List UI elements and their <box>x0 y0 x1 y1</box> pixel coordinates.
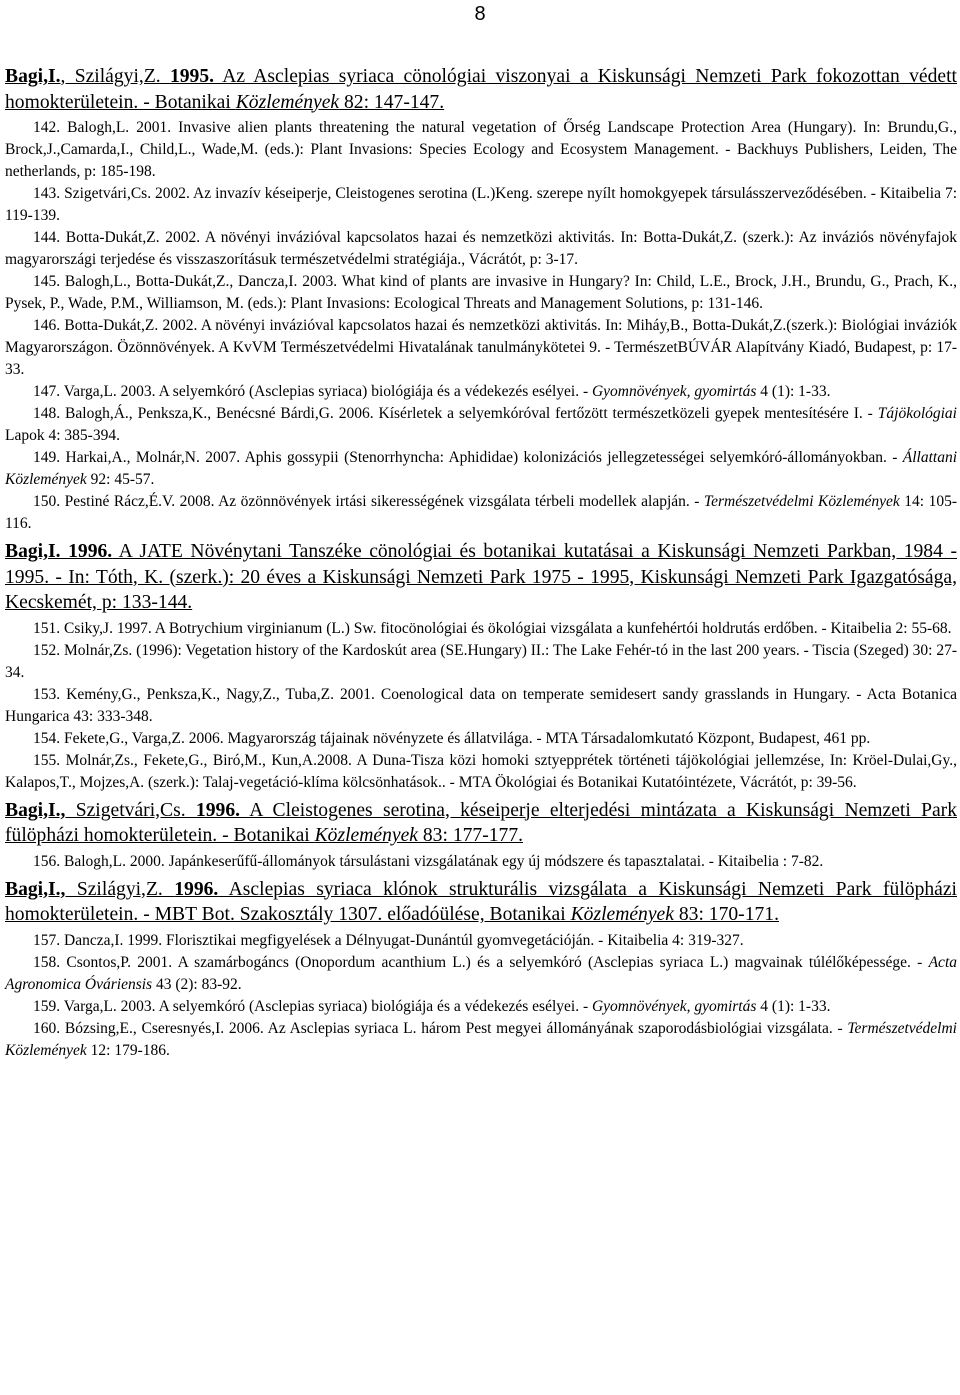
citing-reference <box>5 1018 957 1062</box>
reference-list <box>5 64 957 1062</box>
citing-reference <box>5 227 957 271</box>
reference-text: 1995. <box>169 66 215 87</box>
main-reference <box>5 798 957 849</box>
reference-text: 83: 177-177. <box>417 825 524 846</box>
reference-text: 154. Fekete,G., Varga,Z. 2006. Magyarország tájainak növényzete és állatvilága. - MTA Társadalomkutató Központ, Budapest, 461 pp. <box>33 729 871 747</box>
reference-text: Természetvédelmi Közlemények <box>703 493 900 510</box>
reference-text: 153. Kemény,G., Penksza,K., Nagy,Z., Tuba,Z. 2001. Coenological data on temperate semidesert sandy grasslands in Hungary. - Acta Botanica Hungarica 43: 333-348. <box>5 685 957 725</box>
citing-reference <box>5 403 957 447</box>
reference-text: Szigetvári,Cs. <box>65 799 196 821</box>
main-reference <box>5 877 957 928</box>
page-number: 8 <box>474 3 486 25</box>
reference-text: 160. Bózsing,E., Cseresnyés,I. 2006. Az Asclepias syriaca L. három Pest megyei állományának szaporodásbiológiai vizsgálata. - <box>33 1019 848 1037</box>
citing-reference <box>5 952 957 996</box>
reference-text: Bagi,I., <box>5 799 66 821</box>
reference-text: 151. Csiky,J. 1997. A Botrychium virginianum (L.) Sw. fitocönológiai és ökológiai vizsgálata a kunfehértói holdrutás erdőben. - Kitaibelia 2: 55-68. <box>33 619 952 637</box>
citing-reference <box>5 491 957 535</box>
citing-reference <box>5 315 957 381</box>
reference-text: Bagi,I. 1996. <box>5 541 113 562</box>
reference-text: 12: 179-186. <box>86 1041 170 1059</box>
reference-text: 83: 170-171. <box>673 904 779 925</box>
reference-text: 143. Szigetvári,Cs. 2002. Az invazív késeiperje, Cleistogenes serotina (L.)Keng. szerepe nyílt homokgyepek társulásszerveződésében. - Kitaibelia 7: 119-139. <box>5 185 957 224</box>
reference-text: 148. Balogh,Á., Penksza,K., Benécsné Bárdi,G. 2006. Kísérletek a selyemkóróval fertőzött természetközeli gyepek mentesítésére I. - <box>33 405 878 422</box>
citing-reference <box>5 640 957 684</box>
citing-reference <box>5 183 957 227</box>
reference-text: 149. Harkai,A., Molnár,N. 2007. Aphis gossypii (Stenorrhyncha: Aphididae) kolonizációs jellegzetességei selyemkóró-állományokban. - <box>33 449 903 466</box>
reference-text: 156. Balogh,L. 2000. Japánkeserűfű-állományok társulástani vizsgálatának egy új módszere és tapasztalatai. - Kitaibelia : 7-82. <box>33 852 824 870</box>
reference-text: Természetvédelmi Közlemények <box>5 1019 957 1059</box>
reference-text: Asclepias syriaca klónok strukturális vizsgálata a Kiskunsági Nemzeti Park fülöpházi homokterületein. - MBT Bot. Szakosztály 1307. előadóülése, Botanikai <box>5 878 957 925</box>
reference-text: Lapok 4: 385-394. <box>5 427 120 444</box>
reference-text: Szilágyi,Z. <box>65 878 175 900</box>
reference-text: A JATE Növénytani Tanszéke cönológiai és botanikai kutatásai a Kiskunsági Nemzeti Parkban, 1984 - 1995. - In: Tóth, K. (szerk.): 20 éves a Kiskunsági Nemzeti Park 1975 - 1995, Kiskunsági Nemzeti Park Igazgatósága, Kecskemét, p: 133-144. <box>5 541 957 613</box>
reference-text: Bagi,I. <box>5 66 61 87</box>
reference-text: 152. Molnár,Zs. (1996): Vegetation history of the Kardoskút area (SE.Hungary) II.: The Lake Fehér-tó in the last 200 years. - Tiscia (Szeged) 30: 27-34. <box>5 641 957 681</box>
main-reference <box>5 539 957 616</box>
reference-text: 1996. <box>195 799 241 821</box>
citing-reference <box>5 117 957 183</box>
citing-reference <box>5 728 957 750</box>
citing-reference <box>5 996 957 1018</box>
reference-text: 92: 45-57. <box>86 471 155 488</box>
reference-text: 159. Varga,L. 2003. A selyemkóró (Asclepias syriaca) biológiája és a védekezés esélyei. - <box>33 997 592 1015</box>
reference-text: 146. Botta-Dukát,Z. 2002. A növényi invázióval kapcsolatos hazai és nemzetközi aktivitás. In: Miháy,B., Botta-Dukát,Z.(szerk.): Biológiai inváziók Magyarországon. Özönnövények. A KvVM Természetvédelmi Hivatalának tanulmánykötetei 9. - TermészetBÚVÁR Alapítvány Kiadó, Budapest, p: 17-33. <box>5 317 957 378</box>
reference-text: Közlemények <box>235 91 340 113</box>
reference-text: 155. Molnár,Zs., Fekete,G., Biró,M., Kun,A.2008. A Duna-Tisza közi homoki sztyepprétek történeti tájökológiai jellemzése, In: Kröel-Dulai,Gy., Kalapos,T., Mojzes,A. (szerk.): Talaj-vegetáció-klíma kölcsönhatások.. - MTA Ökológiai és Botanikai Kutatóintézete, Vácrátót, p: 39-56. <box>5 751 957 791</box>
reference-text: Közlemények <box>314 825 418 846</box>
reference-text: Bagi,I., <box>5 878 66 900</box>
reference-text: Közlemények <box>570 904 674 925</box>
citing-reference <box>5 851 957 873</box>
citing-reference <box>5 447 957 491</box>
reference-text: 145. Balogh,L., Botta-Dukát,Z., Dancza,I. 2003. What kind of plants are invasive in Hungary? In: Child, L.E., Brock, J.H., Brundu, G., Prach, K., Pysek, P., Wade, P.M., Williamson, M. (eds.): Plant Invasions: Ecological Threats and Management Solutions, p: 131-146. <box>5 273 957 312</box>
reference-text: Állattani Közlemények <box>5 449 957 488</box>
citing-reference <box>5 381 957 403</box>
reference-text: A Cleistogenes serotina, késeiperje elterjedési mintázata a Kiskunsági Nemzeti Park fülöpházi homokterületein. - Botanikai <box>5 799 957 846</box>
reference-text: Tájökológiai <box>877 405 957 422</box>
reference-text: 144. Botta-Dukát,Z. 2002. A növényi invázióval kapcsolatos hazai és nemzetközi aktivitás. In: Botta-Dukát,Z. (szerk.): Az inváziós növényfajok magyarországi terjedése és visszaszorításuk természetvédelmi stratégiája., Vácrátót, p: 3-17. <box>5 229 957 268</box>
reference-text: Az Asclepias syriaca cönológiai viszonyai a Kiskunsági Nemzeti Park fokozottan védett homokterületein. - Botanikai <box>5 66 957 113</box>
reference-text: 43 (2): 83-92. <box>152 975 242 993</box>
reference-text: , Szilágyi,Z. <box>60 66 170 87</box>
reference-text: 157. Dancza,I. 1999. Florisztikai megfigyelések a Délnyugat-Dunántúl gyomvegetációján. - Kitaibelia 4: 319-327. <box>33 931 744 949</box>
reference-text: 1996. <box>174 878 219 900</box>
citing-reference <box>5 618 957 640</box>
reference-text: Acta Agronomica Óváriensis <box>5 953 957 993</box>
citing-reference <box>5 930 957 952</box>
main-reference <box>5 64 957 115</box>
reference-text: 147. Varga,L. 2003. A selyemkóró (Asclepias syriaca) biológiája és a védekezés esélyei. - <box>33 383 592 400</box>
reference-text: 4 (1): 1-33. <box>756 997 831 1015</box>
reference-text: 158. Csontos,P. 2001. A szamárbogáncs (Onopordum acanthium L.) és a selyemkóró (Asclepias syriaca L.) magvainak túlélőképessége. - <box>33 953 929 971</box>
citing-reference <box>5 750 957 794</box>
reference-text: 82: 147-147. <box>339 91 445 113</box>
reference-text: 150. Pestiné Rácz,É.V. 2008. Az özönnövények irtási sikerességének vizsgálata térbeli modellek alapján. - <box>33 493 704 510</box>
reference-text: Gyomnövények, gyomirtás <box>591 997 757 1015</box>
reference-text: 14: 105-116. <box>5 493 957 532</box>
reference-text: 4 (1): 1-33. <box>756 383 831 400</box>
citing-reference <box>5 684 957 728</box>
citing-reference <box>5 271 957 315</box>
reference-text: Gyomnövények, gyomirtás <box>591 383 757 400</box>
reference-text: 142. Balogh,L. 2001. Invasive alien plants threatening the natural vegetation of Őrség Landscape Protection Area (Hungary). In: Brundu,G., Brock,J.,Camarda,I., Child,L., Wade,M. (eds.): Plant Invasions: Species Ecology and Ecosystem Management. - Backhuys Publishers, Leiden, The netherlands, p: 185-198. <box>5 119 957 180</box>
